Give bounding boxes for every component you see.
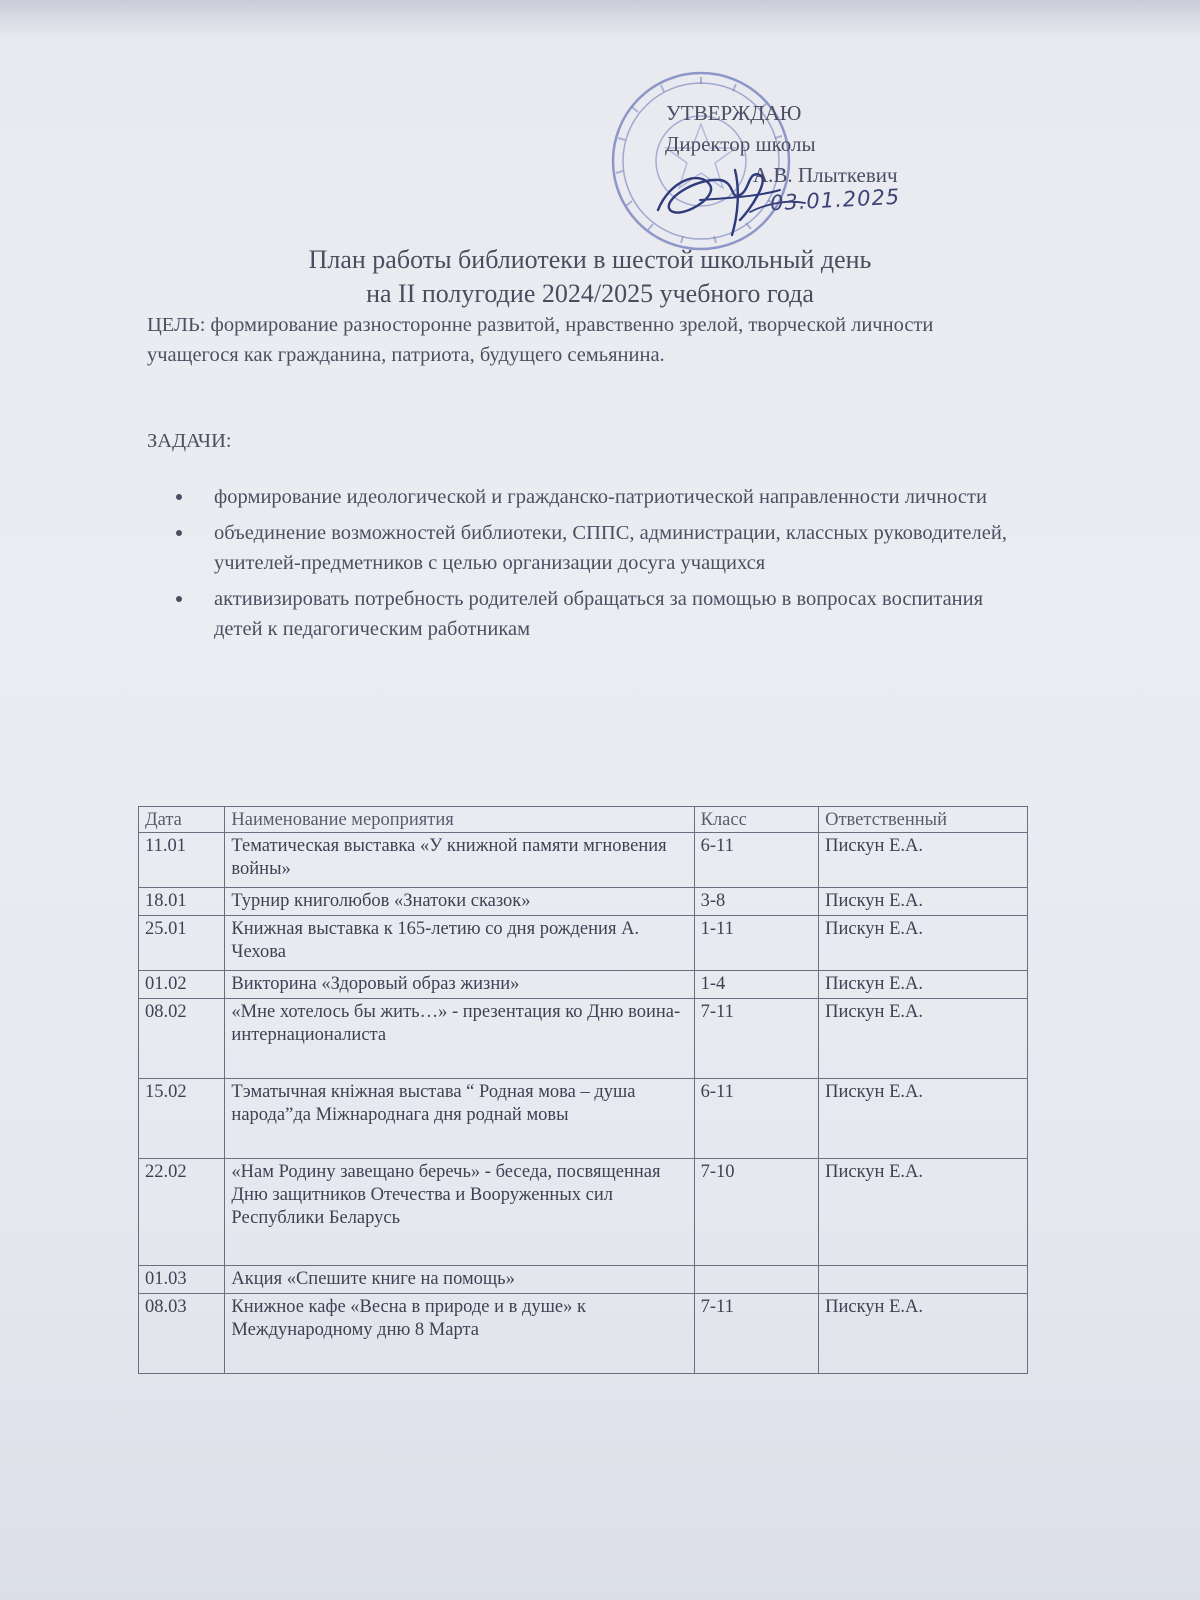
cell-date: 15.02: [139, 1079, 225, 1159]
header-class: Класс: [694, 807, 819, 833]
approval-position: Директор школы: [665, 132, 816, 156]
cell-date: 18.01: [139, 888, 225, 916]
tasks-list: [170, 482, 1010, 650]
cell-responsible: Пискун Е.А.: [819, 971, 1028, 999]
cell-responsible: Пискун Е.А.: [819, 833, 1028, 888]
cell-class: 1-11: [694, 916, 819, 971]
cell-name: Тематическая выставка «У книжной памяти мгновения войны»: [225, 833, 694, 888]
table-header-row: [139, 807, 1028, 833]
task-text: активизировать потребность родителей обращаться за помощью в вопросах воспитания детей к педагогическим работникам: [214, 588, 984, 640]
table-row: [139, 1079, 1028, 1159]
cell-name: Тэматычная кніжная выстава “ Родная мова – душа народа”да Міжнароднага дня роднай мовы: [225, 1079, 694, 1159]
cell-date: 01.02: [139, 971, 225, 999]
cell-name: Турнир книголюбов «Знатоки сказок»: [225, 888, 694, 916]
cell-date: 11.01: [139, 833, 225, 888]
cell-class: 6-11: [694, 833, 819, 888]
list-item: [170, 482, 1010, 512]
cell-responsible: [819, 1266, 1028, 1294]
cell-name: «Нам Родину завещано беречь» - беседа, посвященная Дню защитников Отечества и Вооруженных сил Республики Беларусь: [225, 1159, 694, 1266]
cell-responsible: Пискун Е.А.: [819, 1079, 1028, 1159]
cell-responsible: Пискун Е.А.: [819, 916, 1028, 971]
title-line-1: План работы библиотеки в шестой школьный день: [308, 245, 872, 274]
cell-class: 7-11: [694, 1294, 819, 1374]
goal-paragraph: ЦЕЛЬ: формирование разносторонне развитой, нравственно зрелой, творческой личности учащегося как гражданина, патриота, будущего семьянина.: [147, 314, 934, 366]
table-row: [139, 1159, 1028, 1266]
cell-name: Акция «Спешите книге на помощь»: [225, 1266, 694, 1294]
header-date: Дата: [139, 807, 225, 833]
table-row: [139, 999, 1028, 1079]
cell-date: 25.01: [139, 916, 225, 971]
cell-name: «Мне хотелось бы жить…» - презентация ко Дню воина-интернационалиста: [225, 999, 694, 1079]
task-text: формирование идеологической и гражданско-патриотической направленности личности: [214, 486, 987, 508]
cell-name: Книжное кафе «Весна в природе и в душе» к Международному дню 8 Марта: [225, 1294, 694, 1374]
round-bullet-icon: [176, 494, 182, 500]
table-row: [139, 888, 1028, 916]
cell-class: 6-11: [694, 1079, 819, 1159]
approval-director-name: А.В. Плыткевич: [753, 163, 898, 187]
cell-class: [694, 1266, 819, 1294]
header-name: Наименование мероприятия: [225, 807, 694, 833]
signature-date: 03.01.2025: [769, 184, 901, 216]
cell-responsible: Пискун Е.А.: [819, 1159, 1028, 1266]
cell-name: Викторина «Здоровый образ жизни»: [225, 971, 694, 999]
cell-class: 7-10: [694, 1159, 819, 1266]
round-bullet-icon: [176, 530, 182, 536]
task-text: объединение возможностей библиотеки, СППС, администрации, классных руководителей, учителей-предметников с целью организации досуга учащихся: [214, 522, 1007, 574]
cell-class: 3-8: [694, 888, 819, 916]
tasks-heading: ЗАДАЧИ:: [147, 430, 232, 452]
header-responsible: Ответственный: [819, 807, 1028, 833]
cell-name: Книжная выставка к 165-летию со дня рождения А. Чехова: [225, 916, 694, 971]
page-top-shadow: [0, 0, 1200, 38]
table-row: [139, 1294, 1028, 1374]
cell-responsible: Пискун Е.А.: [819, 888, 1028, 916]
table-row: [139, 971, 1028, 999]
cell-responsible: Пискун Е.А.: [819, 1294, 1028, 1374]
table-row: [139, 916, 1028, 971]
cell-date: 08.02: [139, 999, 225, 1079]
cell-responsible: Пискун Е.А.: [819, 999, 1028, 1079]
cell-class: 1-4: [694, 971, 819, 999]
cell-class: 7-11: [694, 999, 819, 1079]
approval-heading: УТВЕРЖДАЮ: [666, 101, 802, 125]
cell-date: 08.03: [139, 1294, 225, 1374]
title-line-2: на II полугодие 2024/2025 учебного года: [366, 279, 814, 308]
table-row: [139, 1266, 1028, 1294]
round-bullet-icon: [176, 596, 182, 602]
list-item: [170, 518, 1010, 578]
list-item: [170, 584, 1010, 644]
table-row: [139, 833, 1028, 888]
page-title: [150, 243, 1030, 311]
cell-date: 22.02: [139, 1159, 225, 1266]
events-table: [138, 806, 1028, 1374]
cell-date: 01.03: [139, 1266, 225, 1294]
